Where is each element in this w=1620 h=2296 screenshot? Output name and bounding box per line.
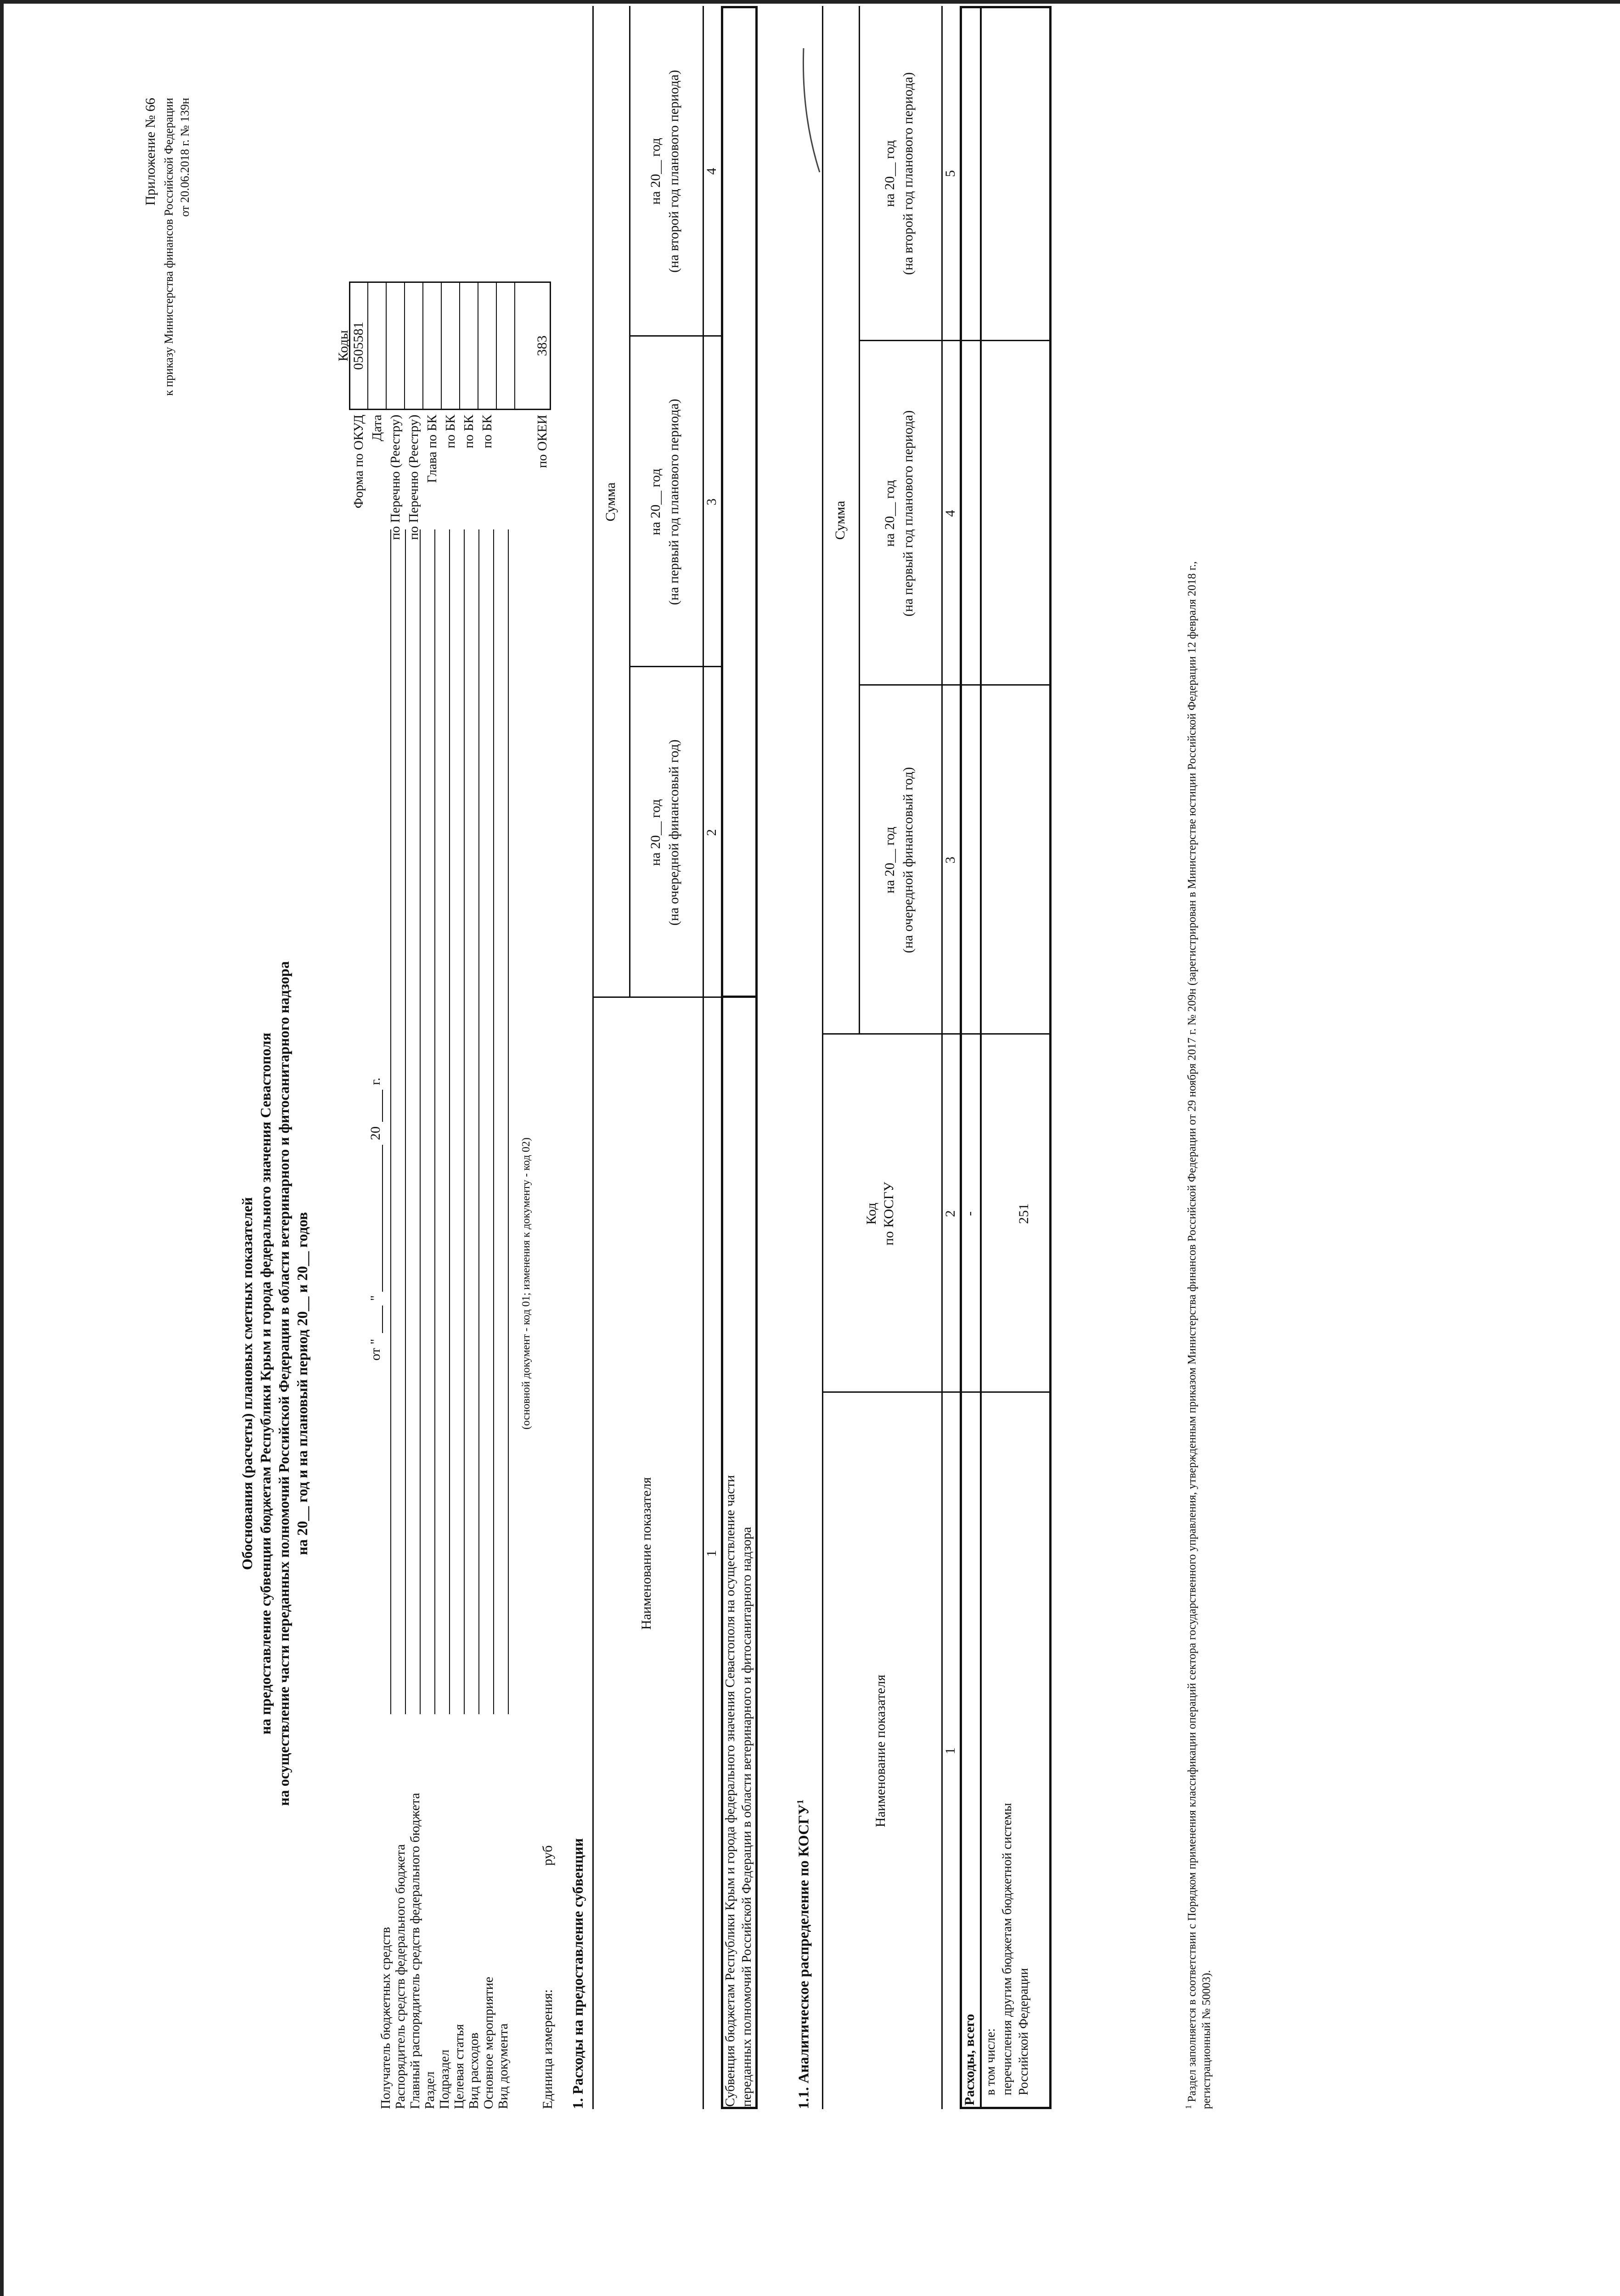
title-line-2: на предоставление субвенции бюджетам Республики Крым и города федерального значения Севастополя — [257, 1032, 274, 1735]
section1-table — [592, 6, 739, 2109]
s1-row-line-1: Субвенция бюджетам Республики Крым и города федерального значения Севастополя на осуществление части — [723, 1475, 737, 2107]
codes-row-line — [404, 281, 405, 410]
date-day-blank — [382, 1306, 383, 1333]
s1-num-3: 3 — [704, 498, 719, 506]
code-label: по БК — [443, 415, 458, 449]
doc-type-hint: (основной документ - код 01; изменения к документу - код 02) — [520, 1137, 532, 1429]
s11-col-name: Наименование показателя — [873, 1674, 888, 1828]
codes-header: Коды — [336, 330, 351, 362]
field-label: Основное мероприятие — [481, 1976, 496, 2109]
s11-col3-sub: (на очередной финансовый год) — [900, 767, 916, 953]
s1-col4-year: на 20__ год — [648, 138, 663, 205]
s11-col4-sub: (на первый год планового периода) — [900, 410, 916, 617]
s1-num-1: 1 — [704, 1550, 719, 1557]
s1-col-name: Наименование показателя — [639, 1477, 654, 1630]
s11-row-transfer-code: 251 — [1016, 1203, 1031, 1224]
field-underline — [493, 529, 494, 1714]
appendix-number: Приложение № 66 — [143, 98, 158, 206]
s11-col-code-1: Код — [864, 1203, 879, 1225]
order-line-2: от 20.06.2018 г. № 139н — [178, 98, 191, 217]
date-mid: " — [368, 1295, 383, 1301]
section11-title: 1.1. Аналитическое распределение по КОСГУ$^1$ — [795, 1799, 812, 2109]
codes-row-line — [386, 281, 387, 410]
s11-col5-sub: (на второй год планового периода) — [900, 72, 916, 275]
field-underline — [464, 529, 465, 1714]
s11-col4-year: на 20__ год — [882, 480, 897, 547]
unit-label: Единица измерения: — [540, 1989, 555, 2109]
s1-col3-sub: (на первый год планового периода) — [666, 399, 681, 605]
s11-num-3: 3 — [943, 856, 958, 864]
field-underline — [420, 529, 421, 1714]
code-label: по ОКЕИ — [535, 415, 550, 468]
s1-col-sum: Сумма — [603, 482, 618, 522]
codes-row-line — [367, 281, 368, 410]
field-label: Получатель бюджетных средств — [378, 1927, 393, 2109]
s11-num-2: 2 — [943, 1210, 958, 1217]
field-underline — [449, 529, 450, 1714]
field-label: Раздел — [422, 2071, 437, 2109]
okud-code: 0505581 — [351, 321, 366, 370]
field-label: Главный распорядитель средств федерального бюджета — [408, 1793, 422, 2109]
s11-num-1: 1 — [943, 1747, 958, 1755]
date-suffix: г. — [368, 1077, 383, 1085]
field-underline — [405, 529, 406, 1714]
unit-value: руб — [540, 1845, 555, 1866]
s1-col4-sub: (на второй год планового периода) — [666, 70, 681, 273]
codes-table — [349, 281, 551, 410]
okei-code: 383 — [534, 335, 550, 356]
field-underline — [434, 529, 435, 1714]
code-label: по БК — [461, 415, 476, 449]
s1-col3-year: на 20__ год — [648, 468, 663, 535]
s11-col5-year: на 20__ год — [882, 140, 897, 207]
title-line-1: Обоснования (расчеты) плановых сметных показателей — [239, 1197, 255, 1570]
s1-num-2: 2 — [704, 829, 719, 836]
field-underline — [478, 529, 479, 1714]
field-label: Вид расходов — [467, 2032, 481, 2109]
s1-num-4: 4 — [704, 168, 719, 175]
title-line-3: на осуществление части переданных полномочий Российской Федерации в области ветеринарного и фитосанитарного надзора — [276, 961, 292, 1806]
s11-row-total-code: - — [962, 1211, 977, 1216]
s1-row-line-2: переданных полномочий Российской Федерации в области ветеринарного и фитосанитарного надзора — [739, 1527, 754, 2107]
field-label: Вид документа — [496, 2023, 511, 2109]
date-month-blank — [382, 1145, 383, 1292]
code-label: по БК — [480, 415, 495, 449]
code-label: Глава по БК — [425, 415, 439, 483]
footnote-line-1: $^1$ Раздел заполняется в соответствии с Порядком применения классификации операций сектора государственного управления, утвержденным приказом Министерства финансов Российской Федерации от 29 ноября 2017 г. № 209н (зарегистрирован в Министерстве юстиции Российской Федерации 12 февраля 2018 г., — [1184, 561, 1198, 2109]
s11-row-transfer-1: перечисления другим бюджетам бюджетной системы — [1000, 1803, 1014, 2095]
code-label: Дата — [370, 415, 384, 441]
code-label: по Перечню (Реестру) — [388, 415, 403, 540]
field-label: Распорядитель средств федерального бюджета — [393, 1844, 408, 2109]
date-year-blank — [382, 1090, 383, 1122]
codes-row-line — [459, 281, 460, 410]
s11-row-transfer-2: Российской Федерации — [1017, 1968, 1031, 2095]
field-label: Целевая статья — [452, 2024, 467, 2109]
title-line-4: на 20__ год и на плановый период 20__ и 20__ годов — [294, 1212, 310, 1555]
field-underline — [390, 529, 391, 1714]
section1-title: 1. Расходы на предоставление субвенции — [569, 1838, 586, 2109]
field-label: Подраздел — [437, 2049, 452, 2109]
codes-row-line — [514, 281, 515, 410]
date-year: 20 — [368, 1126, 383, 1140]
s11-num-4: 4 — [943, 510, 958, 517]
s11-num-5: 5 — [943, 170, 958, 177]
footnote-line-2: регистрационный № 50003). — [1200, 1970, 1213, 2109]
field-underline — [508, 529, 509, 1714]
s11-row-incl: в том числе: — [984, 2028, 998, 2095]
codes-row-line — [441, 281, 442, 410]
codes-row-line — [496, 281, 497, 410]
s11-row-total: Расходы, всего — [962, 2014, 977, 2105]
codes-row-line — [422, 281, 423, 410]
order-line-1: к приказу Министерства финансов Российской Федерации — [162, 98, 175, 396]
s11-col-sum: Сумма — [832, 501, 848, 540]
code-label: по Перечню (Реестру) — [406, 415, 421, 540]
s1-col2-year: на 20__ год — [648, 799, 663, 866]
code-label: Форма по ОКУД — [351, 415, 366, 509]
date-prefix: от " — [368, 1339, 383, 1361]
s11-col3-year: на 20__ год — [882, 827, 897, 894]
s1-col2-sub: (на очередной финансовый год) — [666, 739, 681, 926]
s11-col-code-2: по КОСГУ — [881, 1182, 896, 1246]
